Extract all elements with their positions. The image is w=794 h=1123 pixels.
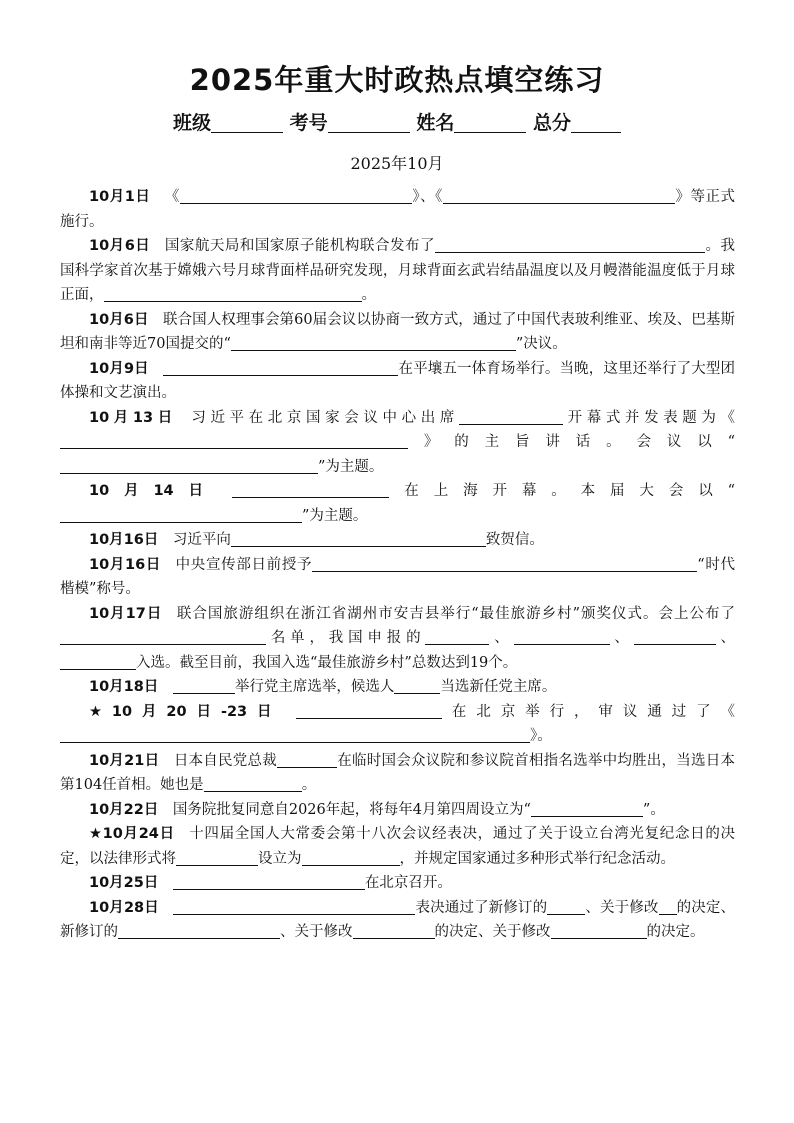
class-label: 班级 xyxy=(173,112,212,134)
question-item xyxy=(60,308,735,357)
answer-blank[interactable] xyxy=(104,285,362,302)
question-date: 10月16日 xyxy=(89,532,159,548)
answer-blank[interactable] xyxy=(459,408,563,425)
question-text: 的决定、关于修改 xyxy=(434,924,551,940)
answer-blank[interactable] xyxy=(60,628,266,645)
question-item xyxy=(60,185,735,234)
question-text: ”为主题。 xyxy=(318,458,384,475)
question-date: 10月21日 xyxy=(89,752,160,769)
name-label: 姓名 xyxy=(416,112,455,134)
question-text: 在平壤五一体育场举行。当晚，这里还举行了大型团体操和文艺演出。 xyxy=(60,360,735,401)
page-title: 2025年重大时政热点填空练习 xyxy=(189,63,605,97)
question-text: ”。 xyxy=(642,801,665,818)
answer-blank[interactable] xyxy=(514,628,610,645)
question-text: 日本自民党总裁 xyxy=(173,752,278,769)
question-date: ★10月24日 xyxy=(89,826,175,842)
question-item xyxy=(60,602,735,676)
question-text: 联合国人权理事会第60届会议以协商一致方式，通过了中国代表玻利维亚、埃及、巴基斯坦和南非等近70国提交的“ xyxy=(60,311,735,352)
question-text: 、 xyxy=(715,630,736,646)
answer-blank[interactable] xyxy=(435,236,705,253)
exam-no-blank[interactable] xyxy=(328,112,410,133)
question-text: 《 xyxy=(164,189,180,205)
answer-blank[interactable] xyxy=(277,751,337,768)
question-date: 10月22日 xyxy=(89,801,159,818)
question-date: 10月14日 xyxy=(89,483,218,499)
question-text: “时代楷模”称号。 xyxy=(60,556,736,597)
question-text: 表决通过了新修订的 xyxy=(415,899,548,916)
question-item xyxy=(60,675,735,700)
question-text: ”决议。 xyxy=(515,336,567,352)
question-date: 10月18日 xyxy=(89,679,159,695)
answer-blank[interactable] xyxy=(173,677,235,694)
question-text: 国家航天局和国家原子能机构联合发布了 xyxy=(164,238,435,254)
answer-blank[interactable] xyxy=(60,506,302,523)
score-blank[interactable] xyxy=(571,112,621,133)
question-text: 致贺信。 xyxy=(485,532,544,548)
answer-blank[interactable] xyxy=(204,775,302,792)
question-text: 》。 xyxy=(530,728,552,744)
month-heading: 2025年10月 xyxy=(350,154,444,173)
answer-blank[interactable] xyxy=(312,555,697,572)
question-date: 10月13日 xyxy=(89,409,177,426)
answer-blank[interactable] xyxy=(353,922,435,939)
name-blank[interactable] xyxy=(454,112,526,133)
question-item xyxy=(60,357,735,406)
answer-blank[interactable] xyxy=(443,187,675,204)
answer-blank[interactable] xyxy=(173,873,365,890)
question-date: 10月16日 xyxy=(89,556,162,573)
question-text: 十四届全国人大常委会第十八次会议经表决，通过了关于设立台湾光复纪念日的决定，以法律形式将 xyxy=(60,826,735,867)
question-date: 10月28日 xyxy=(89,899,159,916)
question-text: 、关于修改 xyxy=(280,924,353,940)
question-item xyxy=(60,798,735,823)
question-item xyxy=(60,528,735,553)
question-item xyxy=(60,749,735,798)
question-text: 在上海开幕。本届大会以“ xyxy=(389,483,735,499)
answer-blank[interactable] xyxy=(176,849,258,866)
answer-blank[interactable] xyxy=(163,359,398,376)
question-text: 、关于修改 xyxy=(585,899,659,916)
question-date: 10月6日 xyxy=(89,311,149,328)
question-text: 、 xyxy=(489,630,514,646)
question-date: 10月1日 xyxy=(89,189,151,205)
answer-blank[interactable] xyxy=(60,457,318,474)
question-date: 10月6日 xyxy=(89,238,151,254)
question-text: 在北京举行，审议通过了《 xyxy=(441,703,735,720)
question-text: 联合国旅游组织在浙江省湖州市安吉县举行“最佳旅游乡村”颁奖仪式。会上公布了 xyxy=(176,605,735,622)
question-text: 中央宣传部日前授予 xyxy=(175,556,313,573)
question-item xyxy=(60,822,735,871)
question-text: 举行党主席选举，候选人 xyxy=(234,679,395,695)
question-item xyxy=(60,700,735,749)
question-text: 的决定、新修订的 xyxy=(60,899,736,940)
question-item xyxy=(60,871,735,896)
question-date: 10月9日 xyxy=(89,360,149,377)
answer-blank[interactable] xyxy=(425,628,489,645)
answer-blank[interactable] xyxy=(547,898,585,915)
answer-blank[interactable] xyxy=(531,800,643,817)
question-text: 习近平在北京国家会议中心出席 xyxy=(191,409,459,426)
answer-blank[interactable] xyxy=(296,702,442,719)
answer-blank[interactable] xyxy=(659,898,677,915)
question-text: 。我国科学家首次基于嫦娥六号月球背面样品研究发现，月球背面玄武岩结晶温度以及月幔潜能温度低于月球正面， xyxy=(60,238,736,303)
answer-blank[interactable] xyxy=(60,432,408,449)
answer-blank[interactable] xyxy=(551,922,647,939)
question-date: 10月17日 xyxy=(89,605,163,622)
answer-blank[interactable] xyxy=(180,187,412,204)
question-text: 习近平向 xyxy=(172,532,231,548)
question-text: ”为主题。 xyxy=(302,507,368,524)
question-text: 名单，我国申报的 xyxy=(266,630,426,646)
question-item xyxy=(60,896,735,945)
answer-blank[interactable] xyxy=(118,922,280,939)
answer-blank[interactable] xyxy=(231,334,516,351)
answer-blank[interactable] xyxy=(173,898,415,915)
question-text: 开幕式并发表题为《 xyxy=(562,409,736,426)
question-text: 设立为 xyxy=(258,850,302,867)
question-text: 当选新任党主席。 xyxy=(440,679,557,695)
question-item xyxy=(60,479,735,528)
question-text: 。 xyxy=(301,777,317,793)
question-item xyxy=(60,406,735,480)
score-label: 总分 xyxy=(532,112,571,134)
exam-no-label: 考号 xyxy=(289,112,328,134)
answer-blank[interactable] xyxy=(302,849,400,866)
question-text: ，并规定国家通过多种形式举行纪念活动。 xyxy=(399,850,675,867)
class-blank[interactable] xyxy=(211,112,283,133)
answer-blank[interactable] xyxy=(60,653,136,670)
question-text: 入选。截至目前，我国入选“最佳旅游乡村”总数达到19个。 xyxy=(136,654,518,671)
question-text: 》的主旨讲话。会议以“ xyxy=(408,434,735,450)
question-text: 、 xyxy=(609,630,634,646)
question-text: 的决定。 xyxy=(646,924,705,940)
student-info-line xyxy=(0,108,794,135)
answer-blank[interactable] xyxy=(60,726,530,743)
question-text: 》等正式施行。 xyxy=(60,189,736,230)
answer-blank[interactable] xyxy=(231,530,486,547)
question-date: 10月25日 xyxy=(89,875,159,891)
question-item xyxy=(60,234,735,308)
question-text: 》、《 xyxy=(411,189,443,205)
question-item xyxy=(60,553,735,602)
question-text: 在临时国会众议院和参议院首相指名选举中均胜出，当选日本第104任首相。她也是 xyxy=(60,752,736,793)
answer-blank[interactable] xyxy=(634,628,716,645)
answer-blank[interactable] xyxy=(394,677,440,694)
question-text: 国务院批复同意自2026年起，将每年4月第四周设立为“ xyxy=(172,801,531,818)
question-list xyxy=(60,185,735,945)
question-text: 在北京召开。 xyxy=(364,875,452,891)
question-date: ★10月20日-23日 xyxy=(89,703,282,720)
question-text: 。 xyxy=(361,287,376,303)
answer-blank[interactable] xyxy=(232,481,389,498)
